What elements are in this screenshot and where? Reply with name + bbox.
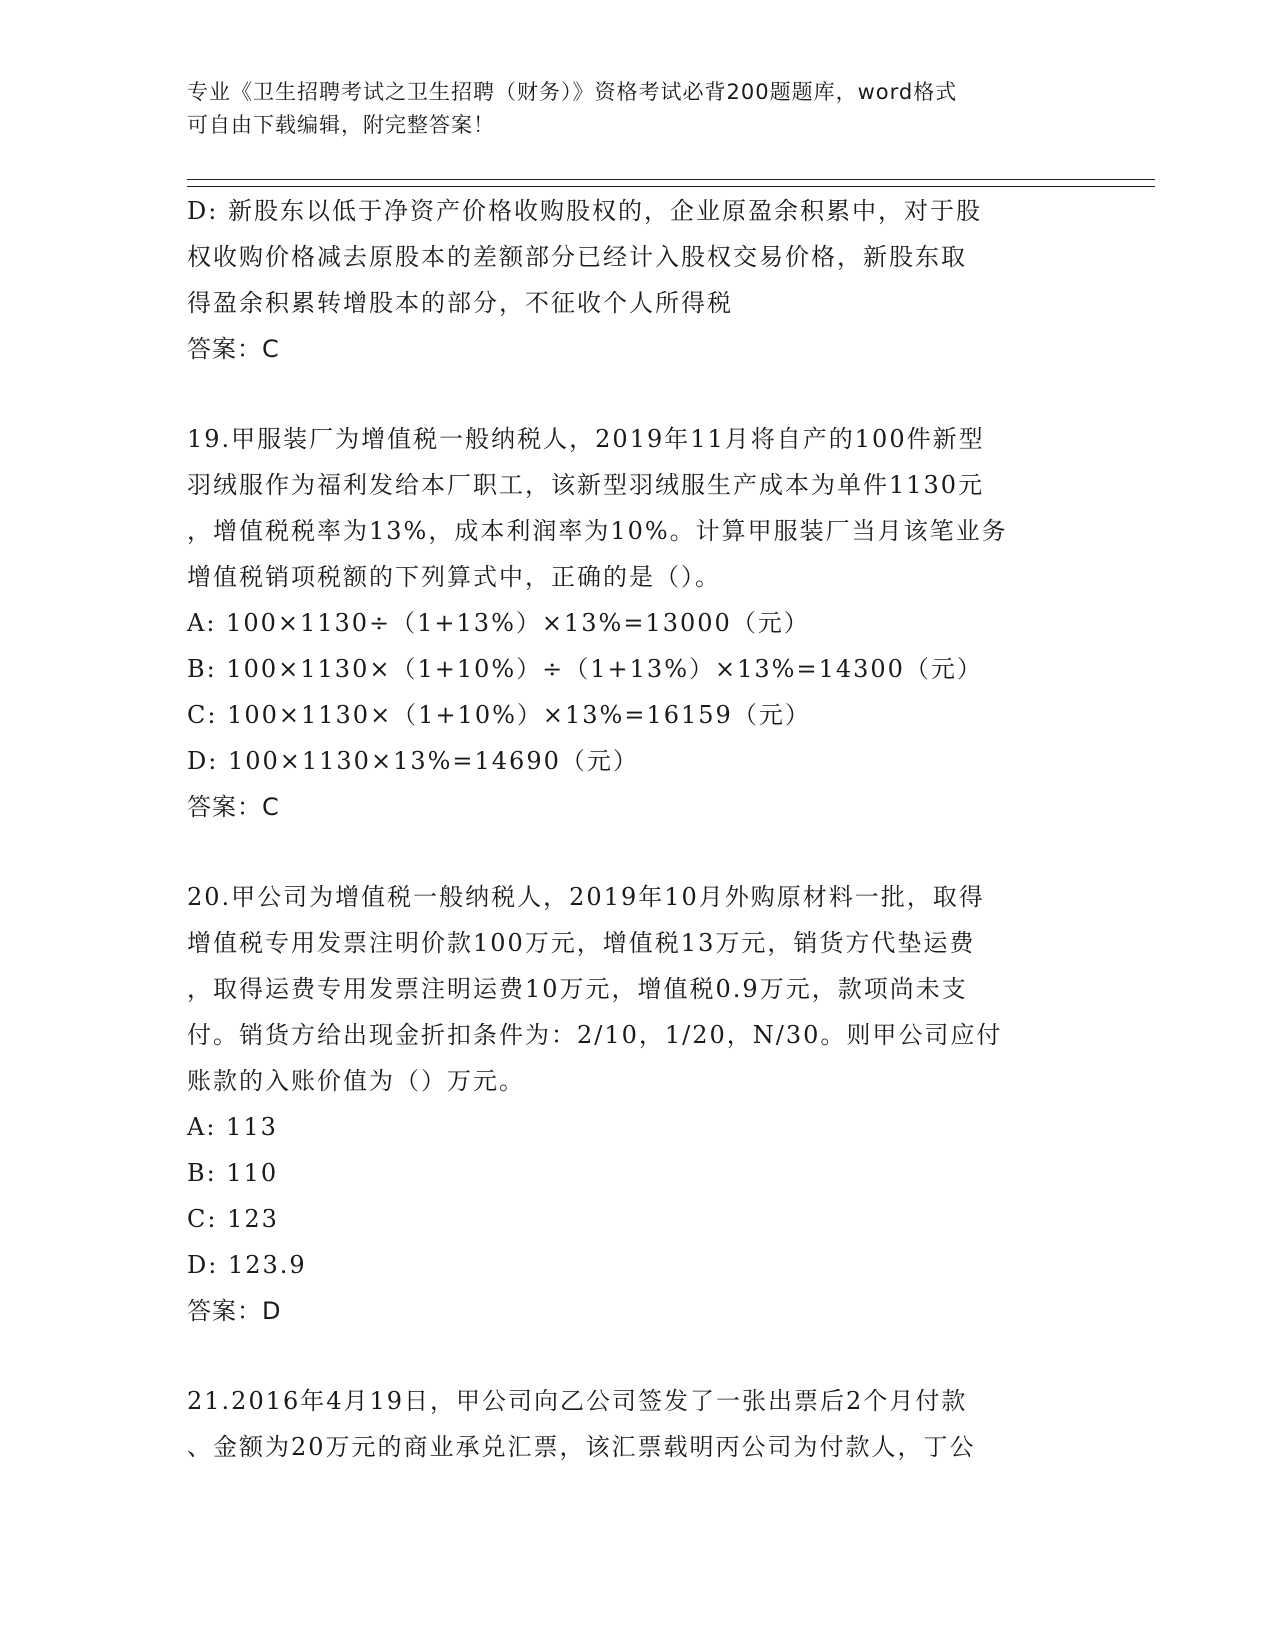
question-stem-line: ，取得运费专用发票注明运费10万元，增值税0.9万元，款项尚未支 bbox=[187, 975, 968, 1003]
question-stem-line: 19.甲服装厂为增值税一般纳税人，2019年11月将自产的100件新型 bbox=[187, 425, 985, 453]
question-stem-line: ，增值税税率为13%，成本利润率为10%。计算甲服装厂当月该笔业务 bbox=[187, 517, 1008, 545]
question-stem-line: 付。销货方给出现金折扣条件为：2/10，1/20，N/30。则甲公司应付 bbox=[187, 1021, 1003, 1049]
option-c: C: 100×1130×（1+10%）×13%=16159（元） bbox=[187, 701, 811, 729]
question-stem-line: 、金额为20万元的商业承兑汇票，该汇票载明丙公司为付款人，丁公 bbox=[187, 1433, 976, 1461]
question-content bbox=[187, 188, 1087, 1470]
question-stem-line: 账款的入账价值为（）万元。 bbox=[187, 1067, 525, 1095]
option-b: B: 100×1130×（1+10%）÷（1+13%）×13%=14300（元） bbox=[187, 655, 983, 683]
spacer bbox=[187, 830, 1087, 874]
question-21 bbox=[187, 1378, 1087, 1470]
option-d: D: 123.9 bbox=[187, 1251, 307, 1279]
option-c: C: 123 bbox=[187, 1205, 279, 1233]
question-stem-line: 20.甲公司为增值税一般纳税人，2019年10月外购原材料一批，取得 bbox=[187, 883, 985, 911]
question-stem-line: 增值税销项税额的下列算式中，正确的是（）。 bbox=[187, 563, 721, 591]
answer-line: 答案：C bbox=[187, 793, 280, 821]
option-d-line: 权收购价格减去原股本的差额部分已经计入股权交易价格，新股东取 bbox=[187, 243, 967, 271]
option-d: D: 100×1130×13%=14690（元） bbox=[187, 747, 639, 775]
option-d-line: 得盈余积累转增股本的部分，不征收个人所得税 bbox=[187, 289, 733, 317]
question-stem-line: 21.2016年4月19日，甲公司向乙公司签发了一张出票后2个月付款 bbox=[187, 1387, 968, 1415]
spacer bbox=[187, 372, 1087, 416]
spacer bbox=[187, 1334, 1087, 1378]
option-a: A: 113 bbox=[187, 1113, 278, 1141]
prev-question-block bbox=[187, 188, 1087, 372]
answer-line: 答案：D bbox=[187, 1297, 282, 1325]
option-a: A: 100×1130÷（1+13%）×13%=13000（元） bbox=[187, 609, 810, 637]
answer-line: 答案：C bbox=[187, 335, 280, 363]
header-title-line-1: 专业《卫生招聘考试之卫生招聘（财务）》资格考试必背200题题库，word格式 bbox=[187, 80, 958, 104]
question-stem-line: 增值税专用发票注明价款100万元，增值税13万元，销货方代垫运费 bbox=[187, 929, 976, 957]
header-double-rule bbox=[187, 179, 1155, 187]
header-title-line-2: 可自由下载编辑，附完整答案！ bbox=[187, 113, 495, 137]
question-20 bbox=[187, 874, 1087, 1334]
page-header bbox=[187, 76, 1087, 142]
question-stem-line: 羽绒服作为福利发给本厂职工，该新型羽绒服生产成本为单件1130元 bbox=[187, 471, 985, 499]
question-19 bbox=[187, 416, 1087, 830]
option-d-line: D: 新股东以低于净资产价格收购股权的，企业原盈余积累中，对于股 bbox=[187, 197, 982, 225]
option-b: B: 110 bbox=[187, 1159, 279, 1187]
